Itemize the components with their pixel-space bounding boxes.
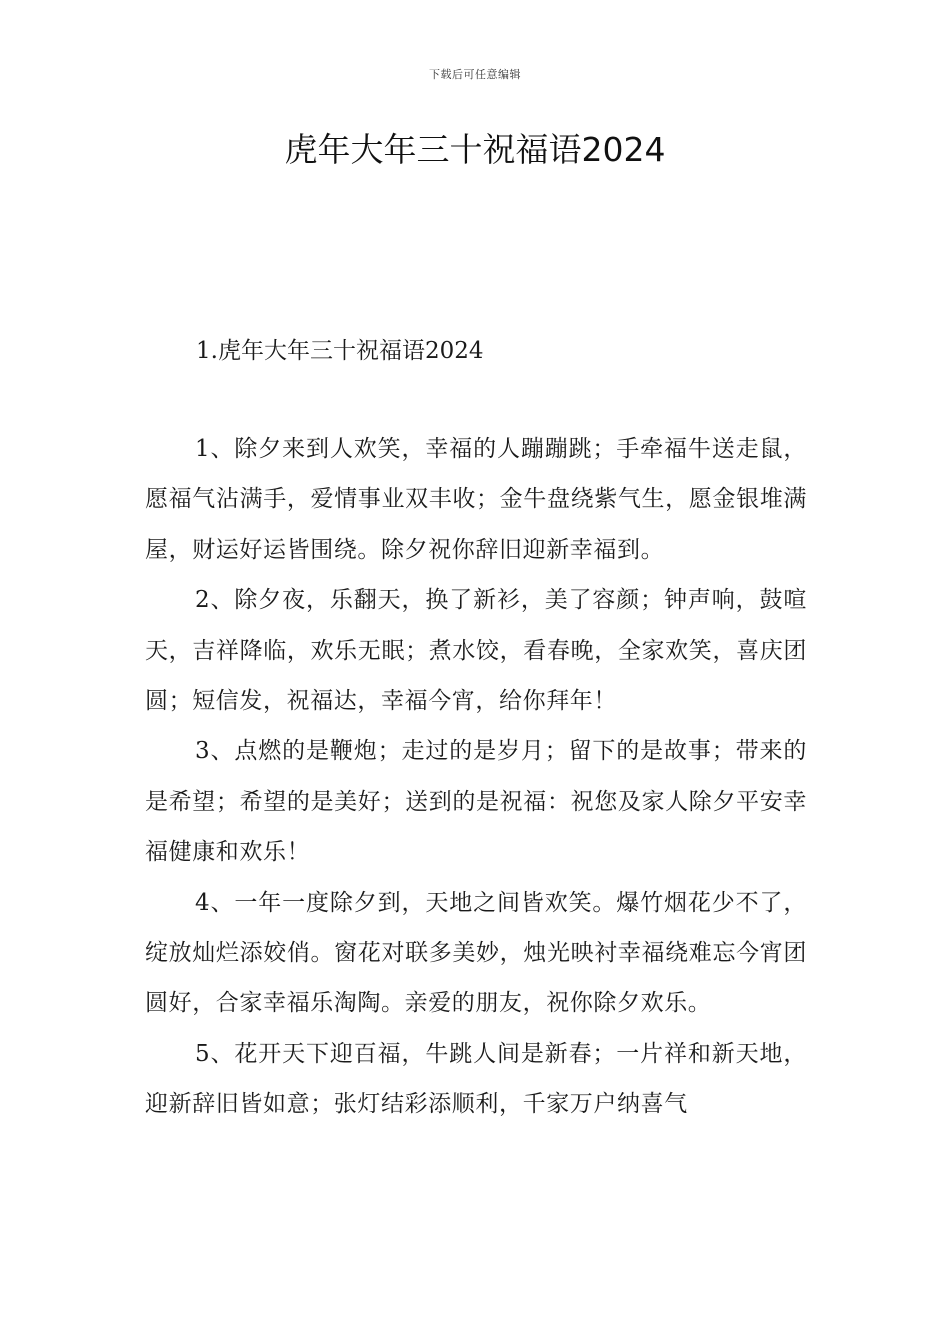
document-title: 虎年大年三十祝福语2024 [284, 130, 666, 169]
header-note: 下载后可任意编辑 [429, 68, 521, 81]
paragraph-5: 5、花开天下迎百福，牛跳人间是新春；一片祥和新天地，迎新辞旧皆如意；张灯结彩添顺利，千家万户纳喜气 [145, 1040, 807, 1118]
paragraph-4: 4、一年一度除夕到，天地之间皆欢笑。爆竹烟花少不了，绽放灿烂添姣俏。窗花对联多美妙，烛光映衬幸福绕难忘今宵团圆好，合家幸福乐淘陶。亲爱的朋友，祝你除夕欢乐。 [145, 889, 807, 1017]
section-heading: 1.虎年大年三十祝福语2024 [196, 338, 484, 364]
paragraph-2: 2、除夕夜，乐翻天，换了新衫，美了容颜；钟声响，鼓喧天，吉祥降临，欢乐无眠；煮水饺，看春晚，全家欢笑，喜庆团圆；短信发，祝福达，幸福今宵，给你拜年！ [145, 587, 807, 715]
paragraph-1: 1、除夕来到人欢笑，幸福的人蹦蹦跳；手牵福牛送走鼠，愿福气沾满手，爱情事业双丰收；金牛盘绕紫气生，愿金银堆满屋，财运好运皆围绕。除夕祝你辞旧迎新幸福到。 [145, 436, 807, 563]
paragraph-3: 3、点燃的是鞭炮；走过的是岁月；留下的是故事；带来的是希望；希望的是美好；送到的是祝福：祝您及家人除夕平安幸福健康和欢乐！ [145, 738, 807, 866]
document-body [145, 424, 807, 1130]
